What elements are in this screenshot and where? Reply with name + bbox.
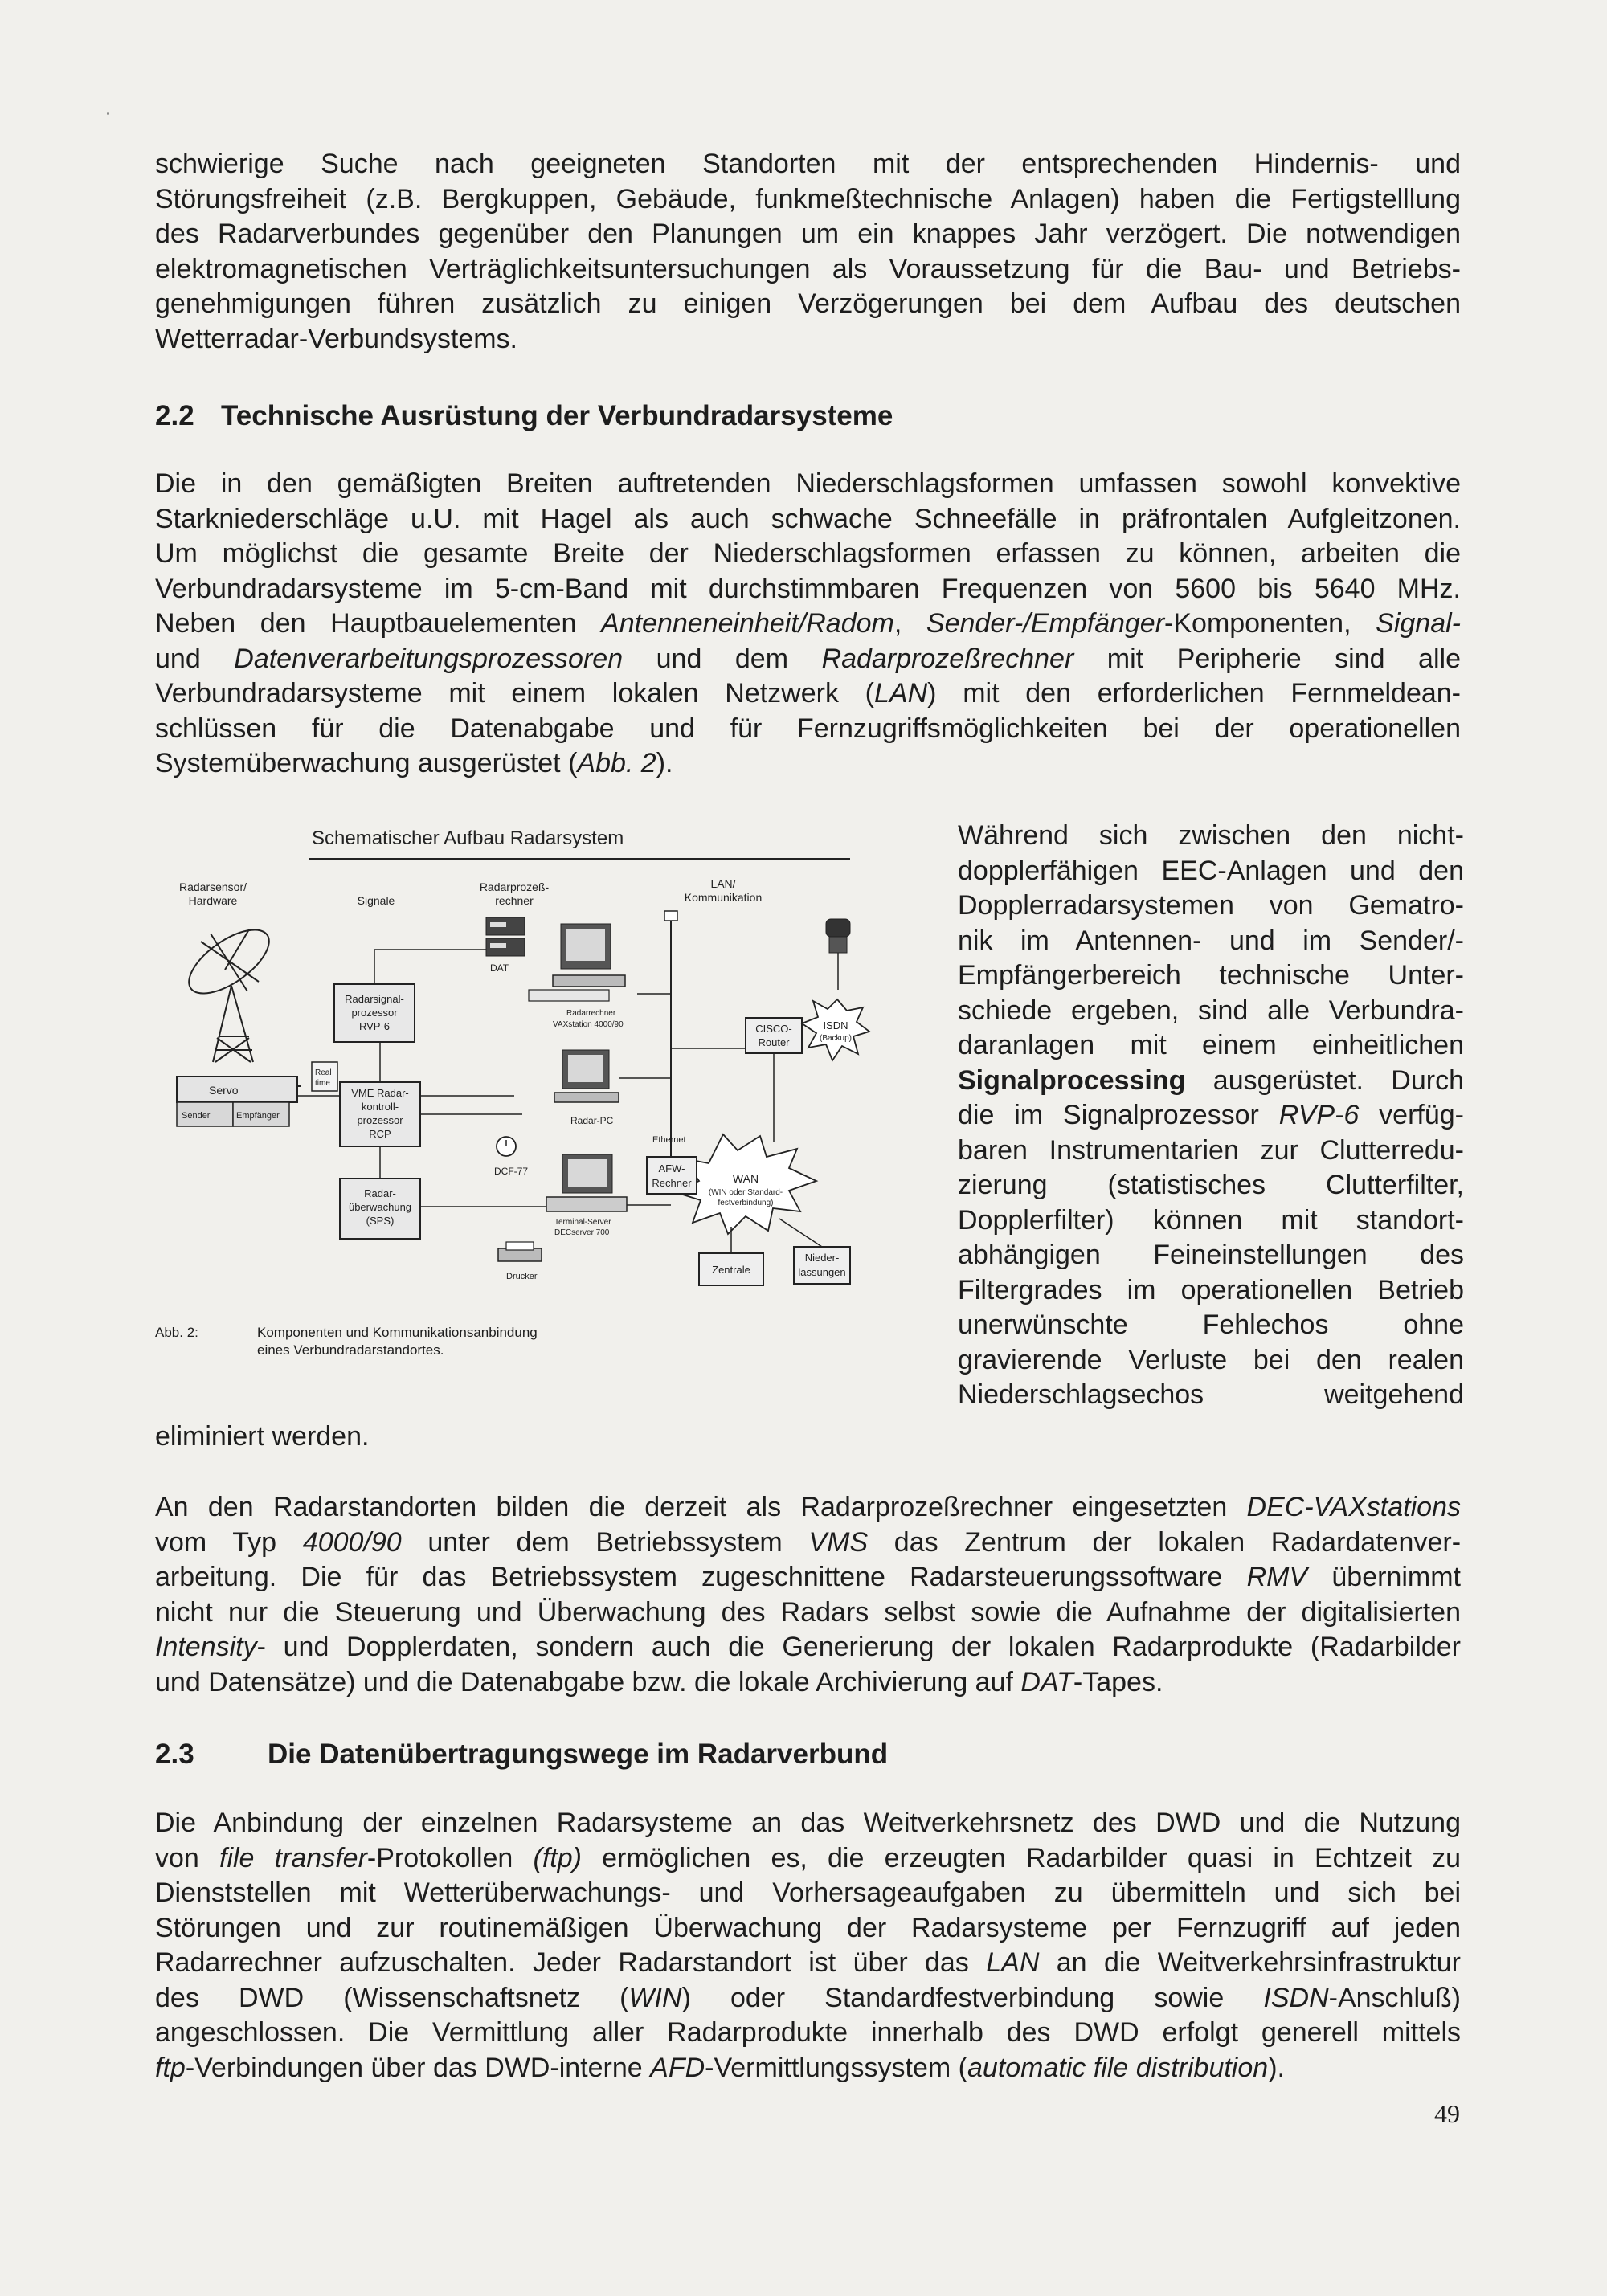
term-win: WIN bbox=[628, 1982, 682, 2013]
term-vaxstations: DEC-VAXstations bbox=[1246, 1492, 1461, 1522]
paragraph-4 bbox=[155, 1806, 1461, 2086]
text-run: unter dem Betriebssystem bbox=[401, 1526, 809, 1558]
cisco-label: Router bbox=[758, 1036, 790, 1048]
p1-line: des Radarverbundes gegenüber den Planungen um ein knappes Jahr verzögert. Die notwendigen bbox=[155, 219, 1461, 249]
ethernet-label: Ethernet bbox=[652, 1135, 686, 1145]
dcf-label: DCF-77 bbox=[494, 1166, 529, 1177]
dat-label: DAT bbox=[490, 962, 509, 974]
section-heading-2-3 bbox=[155, 1737, 888, 1772]
term-afd: AFD bbox=[650, 2052, 705, 2083]
term-signalprocessing: Signalprocessing bbox=[958, 1064, 1186, 1096]
text-run: -Verbindungen über das DWD-interne bbox=[185, 2052, 651, 2083]
term-signal: Signal- bbox=[1376, 608, 1461, 639]
p4-line bbox=[155, 1841, 1461, 1877]
text-run: von bbox=[155, 1842, 219, 1873]
text-run: Verbundradarsysteme mit einem lokalen Netzwerk ( bbox=[155, 678, 874, 709]
antenna-dish-icon bbox=[179, 917, 280, 1062]
text-run: Radarrechner aufzuschalten. Jeder Radarstandort ist über das bbox=[155, 1947, 987, 1978]
section-title: Die Datenübertragungswege im Radarverbund bbox=[268, 1738, 889, 1770]
col-label: Hardware bbox=[188, 894, 238, 907]
side-line: schiede ergeben, sind alle Verbundra- bbox=[958, 995, 1464, 1026]
continuation-text: eliminiert werden. bbox=[155, 1421, 370, 1452]
p2-line bbox=[155, 746, 1461, 782]
afw-label: Rechner bbox=[652, 1177, 692, 1189]
sps-label: überwachung bbox=[348, 1201, 412, 1213]
p4-line bbox=[155, 2051, 1461, 2086]
col-label: LAN/ bbox=[710, 877, 736, 890]
text-run: arbeitung. Die für das Betriebssystem zugeschnittene Radarsteuerungssoftware bbox=[155, 1562, 1247, 1592]
text-run: -Vermittlungssystem ( bbox=[705, 2052, 967, 2083]
p3-line bbox=[155, 1665, 1461, 1701]
text-run: ausgerüstet. Durch bbox=[1185, 1064, 1464, 1096]
p1-line: schwierige Suche nach geeigneten Standorten mit der entsprechenden Hindernis- und bbox=[155, 149, 1461, 179]
side-line: Dopplerfilter) können mit standort- bbox=[958, 1204, 1464, 1236]
side-line: Während sich zwischen den nicht- bbox=[958, 820, 1464, 851]
empfaenger-label: Empfänger bbox=[236, 1111, 280, 1121]
p2-line bbox=[155, 642, 1461, 677]
cisco-label: CISCO- bbox=[755, 1023, 792, 1035]
p1-line: Wetterradar-Verbundsystems. bbox=[155, 323, 517, 354]
zentrale-label: Zentrale bbox=[712, 1264, 750, 1276]
text-run: ). bbox=[656, 748, 673, 778]
continuation-line bbox=[155, 1420, 637, 1455]
side-line: zierung (statistisches Clutterfilter, bbox=[958, 1170, 1464, 1200]
figure-radar-system-schematic bbox=[169, 821, 876, 1319]
p4-line: Dienststellen mit Wetterüberwachungs- und Vorhersageaufgaben zu übermitteln und sich bei bbox=[155, 1877, 1461, 1908]
realtime-label: Real bbox=[315, 1068, 332, 1077]
term-radar-computer: Radarprozeßrechner bbox=[821, 643, 1074, 674]
p3-line bbox=[155, 1490, 1461, 1526]
niederlassungen-label: Nieder- bbox=[804, 1252, 840, 1264]
printer-icon bbox=[498, 1242, 542, 1261]
text-run: -Anschluß) bbox=[1328, 1982, 1461, 2013]
vax-label: VAXstation 4000/90 bbox=[553, 1020, 624, 1029]
ethernet-terminator bbox=[664, 911, 677, 921]
p4-line: Die Anbindung der einzelnen Radarsysteme an das Weitverkehrsnetz des DWD und die Nutzung bbox=[155, 1808, 1461, 1838]
term-dat: DAT bbox=[1020, 1666, 1073, 1697]
text-run: vom Typ bbox=[155, 1526, 303, 1558]
text-run: An den Radarstandorten bilden die derzeit als Radarprozeßrechner eingesetzten bbox=[155, 1492, 1247, 1522]
rvp6-label: prozessor bbox=[351, 1007, 398, 1019]
side-line: Dopplerradarsystemen von Gematro- bbox=[958, 890, 1464, 921]
text-run: und bbox=[155, 643, 235, 674]
section-heading-2-2 bbox=[155, 398, 893, 434]
printer-label: Drucker bbox=[506, 1272, 538, 1281]
text-run: Neben den Hauptbauelementen bbox=[155, 608, 602, 639]
vax-label: Radarrechner bbox=[566, 1009, 616, 1018]
dat-drive-icon bbox=[486, 917, 525, 956]
isdn-label: (Backup) bbox=[819, 1034, 853, 1043]
side-line: daranlagen mit einem einheitlichen bbox=[958, 1030, 1464, 1060]
text-run: -Komponenten, bbox=[1164, 608, 1376, 639]
p4-line bbox=[155, 1981, 1461, 2016]
side-line: baren Instrumentarien zur Clutterredu- bbox=[958, 1134, 1464, 1166]
term-lan: LAN bbox=[986, 1947, 1040, 1978]
text-run: ) mit den erforderlichen Fernmeldean- bbox=[927, 678, 1461, 709]
col-label: Radarsensor/ bbox=[178, 880, 247, 893]
side-line: Empfängerbereich technische Unter- bbox=[958, 960, 1464, 991]
rcp-label: RCP bbox=[369, 1128, 391, 1140]
page-number: 49 bbox=[1434, 2099, 1460, 2128]
term-lan: LAN bbox=[874, 678, 928, 709]
paragraph-2 bbox=[155, 467, 1461, 782]
term-antenna: Antenneneinheit/Radom bbox=[601, 608, 894, 639]
caption-text bbox=[257, 1324, 707, 1359]
col-label: Signale bbox=[357, 894, 395, 907]
side-line: Niederschlagsechos weitgehend bbox=[958, 1379, 1464, 1410]
isdn-label: ISDN bbox=[823, 1019, 848, 1032]
rvp6-label: Radarsignal- bbox=[345, 993, 404, 1005]
p2-line bbox=[155, 676, 1461, 712]
term-ftp: (ftp) bbox=[533, 1842, 582, 1873]
term-model: 4000/90 bbox=[302, 1526, 402, 1558]
text-run: mit Peripherie sind alle bbox=[1073, 643, 1461, 674]
text-run: , bbox=[893, 608, 926, 639]
p2-line: Verbundradarsysteme im 5-cm-Band mit durchstimmbaren Frequenzen von 5600 bis 5640 MHz. bbox=[155, 573, 1461, 604]
side-line bbox=[958, 1098, 1464, 1134]
rcp-label: VME Radar- bbox=[351, 1087, 409, 1099]
servo-label: Servo bbox=[209, 1084, 239, 1097]
term-vms: VMS bbox=[808, 1526, 869, 1558]
side-line: Filtergrades im operationellen Betrieb bbox=[958, 1274, 1464, 1305]
text-run: verfüg- bbox=[1359, 1100, 1464, 1130]
radar-pc-icon bbox=[554, 1050, 619, 1102]
text-run: übernimmt bbox=[1307, 1562, 1461, 1592]
text-run: ermöglichen es, die erzeugten Radarbilder quasi in Echtzeit zu bbox=[581, 1842, 1461, 1873]
side-line: nik im Antennen- und im Sender/- bbox=[958, 925, 1464, 956]
terminal-label: DECserver 700 bbox=[554, 1228, 610, 1237]
p4-line: angeschlossen. Die Vermittlung aller Radarprodukte innerhalb des DWD erfolgt generell mittels bbox=[155, 2017, 1461, 2048]
p1-line: elektromagnetischen Verträglichkeitsuntersuchungen als Voraussetzung für die Bau- und Betriebs- bbox=[155, 253, 1461, 284]
term-processors: Datenverarbeitungsprozessoren bbox=[234, 643, 624, 674]
sps-label: Radar- bbox=[364, 1187, 396, 1199]
p4-line: Störungen und zur routinemäßigen Überwachung der Radarsysteme per Fernzugriff auf jeden bbox=[155, 1912, 1461, 1943]
p4-line bbox=[155, 1946, 1461, 1981]
radar-pc-label: Radar-PC bbox=[570, 1115, 614, 1126]
p3-line bbox=[155, 1526, 1461, 1561]
p2-line bbox=[155, 607, 1461, 642]
connector bbox=[779, 1219, 822, 1247]
realtime-label: time bbox=[315, 1079, 330, 1088]
figure-title: Schematischer Aufbau Radarsystem bbox=[312, 827, 624, 849]
section-number: 2.3 bbox=[155, 1738, 194, 1770]
caption-line: eines Verbundradarstandortes. bbox=[257, 1342, 444, 1358]
sps-label: (SPS) bbox=[366, 1215, 395, 1227]
term-file-transfer: file transfer bbox=[219, 1842, 367, 1873]
side-line: abhängigen Feineinstellungen des bbox=[958, 1240, 1464, 1270]
text-run: des DWD (Wissenschaftsnetz ( bbox=[155, 1982, 629, 2013]
p3-line bbox=[155, 1630, 1461, 1665]
text-run: ). bbox=[1268, 2052, 1285, 2083]
text-run: ) oder Standardfestverbindung sowie bbox=[681, 1982, 1264, 2013]
term-ftp: ftp bbox=[155, 2052, 186, 2083]
p2-line: Starkniederschläge u.U. mit Hagel als auch schwache Schneefälle in präfrontalen Aufgleitzonen. bbox=[155, 503, 1461, 534]
text-run: an die Weitverkehrsinfrastruktur bbox=[1039, 1947, 1461, 1978]
niederlassungen-label: lassungen bbox=[798, 1266, 846, 1278]
vaxstation-icon bbox=[529, 924, 625, 1001]
col-label: Radarprozeß- bbox=[479, 880, 550, 893]
term-afd-expansion: automatic file distribution bbox=[967, 2052, 1269, 2083]
side-column-text bbox=[958, 819, 1464, 1413]
caption-label: Abb. 2: bbox=[155, 1325, 198, 1340]
section-title: Technische Ausrüstung der Verbundradarsysteme bbox=[221, 400, 893, 431]
term-rmv: RMV bbox=[1246, 1562, 1308, 1592]
p3-line: nicht nur die Steuerung und Überwachung des Radars selbst sowie die Aufnahme der digitalisierten bbox=[155, 1596, 1461, 1628]
caption-line: Komponenten und Kommunikationsanbindung bbox=[257, 1325, 538, 1340]
scan-speck bbox=[107, 112, 109, 115]
telephone-icon bbox=[826, 919, 850, 953]
side-line: dopplerfähigen EEC-Anlagen und den bbox=[958, 855, 1464, 886]
col-label: rechner bbox=[495, 894, 534, 907]
sender-label: Sender bbox=[182, 1111, 211, 1121]
text-run: das Zentrum der lokalen Radardatenver- bbox=[868, 1526, 1462, 1558]
afw-label: AFW- bbox=[658, 1162, 685, 1175]
terminal-server-icon bbox=[546, 1154, 627, 1211]
text-run: die im Signalprozessor bbox=[958, 1100, 1279, 1130]
term-transceiver: Sender-/Empfänger bbox=[926, 608, 1165, 639]
p2-line: schlüssen für die Datenabgabe und für Fernzugriffsmöglichkeiten bei der operationellen bbox=[155, 713, 1461, 744]
p2-line: Um möglichst die gesamte Breite der Niederschlagsformen erfassen zu können, arbeiten die bbox=[155, 538, 1461, 569]
text-run: - und Dopplerdaten, sondern auch die Generierung der lokalen Radarprodukte (Radarbilder bbox=[256, 1632, 1461, 1662]
wan-label: WAN bbox=[732, 1172, 759, 1185]
wan-label: (WIN oder Standard- bbox=[708, 1188, 783, 1197]
rvp6-label: RVP-6 bbox=[358, 1020, 391, 1032]
side-line: unerwünschte Fehlechos ohne bbox=[958, 1309, 1464, 1340]
text-run: und Datensätze) und die Datenabgabe bzw. die lokale Archivierung auf bbox=[155, 1666, 1021, 1697]
wan-label: festverbindung) bbox=[718, 1199, 774, 1207]
p1-line: Störungsfreiheit (z.B. Bergkuppen, Gebäude, funkmeßtechnische Anlagen) haben die Fertigstelllung bbox=[155, 183, 1461, 214]
text-run: -Tapes. bbox=[1073, 1666, 1163, 1697]
p1-line: genehmigungen führen zusätzlich zu einigen Verzögerungen bei dem Aufbau des deutschen bbox=[155, 288, 1461, 319]
terminal-label: Terminal-Server bbox=[554, 1218, 611, 1227]
rcp-label: kontroll- bbox=[361, 1101, 399, 1113]
col-label: Kommunikation bbox=[684, 891, 763, 904]
term-rvp6: RVP-6 bbox=[1278, 1100, 1360, 1130]
section-number: 2.2 bbox=[155, 400, 194, 431]
term-isdn: ISDN bbox=[1263, 1982, 1329, 2013]
p2-line: Die in den gemäßigten Breiten auftretenden Niederschlagsformen umfassen sowohl konvektive bbox=[155, 468, 1461, 499]
side-line bbox=[958, 1064, 1464, 1099]
p3-line bbox=[155, 1560, 1461, 1595]
rcp-label: prozessor bbox=[357, 1114, 403, 1126]
term-intensity: Intensity bbox=[155, 1632, 257, 1662]
side-line: gravierende Verluste bei den realen bbox=[958, 1344, 1464, 1375]
figure-reference: Abb. 2 bbox=[577, 748, 656, 778]
text-run: Systemüberwachung ausgerüstet ( bbox=[155, 748, 578, 778]
paragraph-1 bbox=[155, 147, 1461, 357]
paragraph-3 bbox=[155, 1490, 1461, 1700]
text-run: -Protokollen bbox=[366, 1842, 534, 1873]
text-run: und dem bbox=[623, 643, 822, 674]
